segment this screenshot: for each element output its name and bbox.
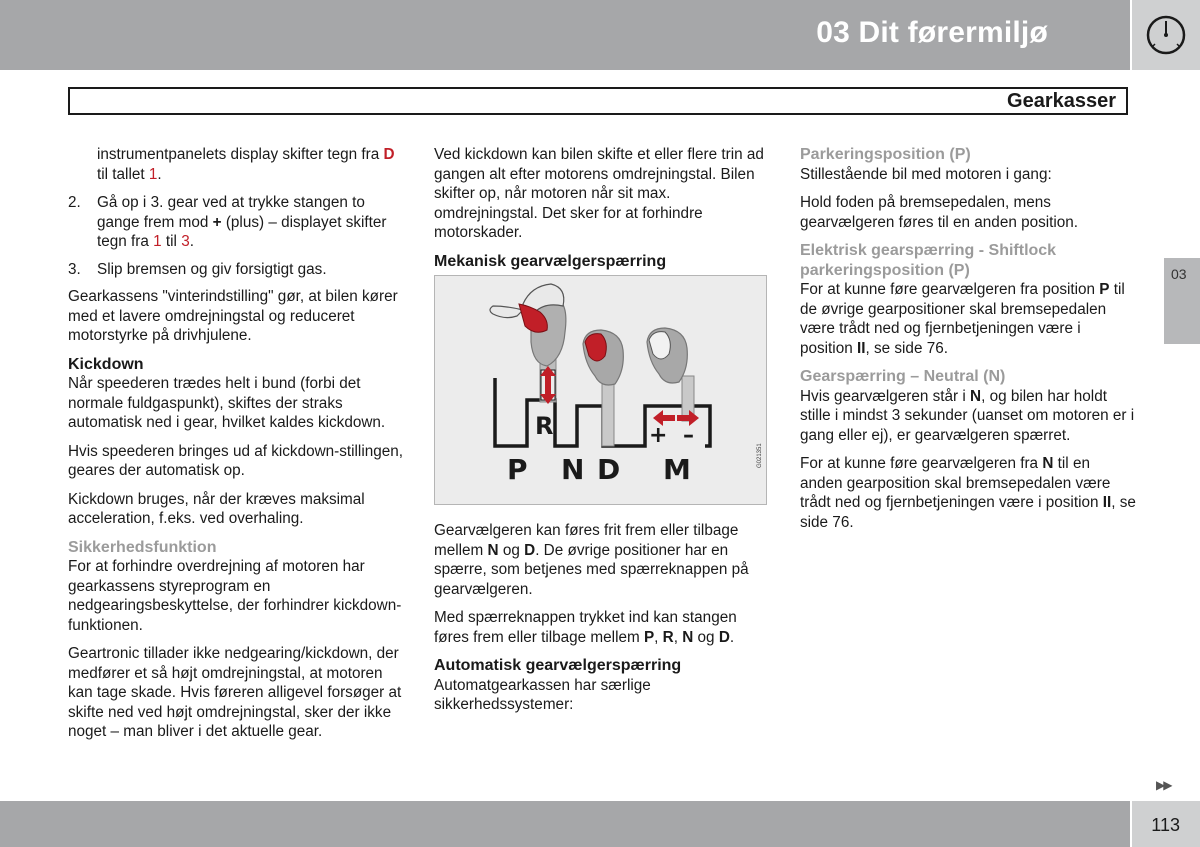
gate-label-d: D (597, 453, 621, 486)
heading-safety: Sikkerhedsfunktion (68, 538, 217, 556)
heading-neutral: Gearspærring – Neutral (N) (800, 368, 1006, 385)
paragraph: Kickdown bruges, når der kræves maksimal acceleration, f.eks. ved overhaling. (68, 490, 365, 527)
heading-kickdown: Kickdown (68, 355, 144, 373)
paragraph: Hold foden på bremsepedalen, mens gearvælgeren føres til en anden position. (800, 194, 1079, 231)
paragraph: Med spærreknappen trykket ind kan stangen føres frem eller tilbage mellem P, R, N og D. (434, 609, 737, 646)
header-band (0, 0, 1130, 70)
paragraph: Når speederen trædes helt i bund (forbi det normale fuldgaspunkt), skiftes der straks automatisk ned i gear, hvilket kaldes kickdown. (68, 375, 386, 431)
paragraph: Automatgearkassen har særlige sikkerhedssystemer: (434, 676, 651, 713)
side-tab-label: 03 (1171, 266, 1187, 282)
heading-mechanical-lock: Mekanisk gearvælgerspærring (434, 252, 667, 270)
paragraph: Stillestående bil med motoren i gang: (800, 165, 1052, 183)
gauge-icon (1141, 14, 1191, 56)
column-1 (68, 145, 404, 751)
heading-shiftlock: Elektrisk gearspærring - Shiftlock parkeringsposition (P) (800, 242, 1057, 279)
paragraph: For at forhindre overdrejning af motoren har gearkassens styreprogram en nedgearingsbeskyttelse, der forhindrer kickdown-funktionen. (68, 558, 402, 634)
gate-label-m: M (663, 453, 691, 486)
gate-label-p: P (507, 453, 528, 486)
paragraph: Hvis speederen bringes ud af kickdown-stillingen, geares der automatisk op. (68, 442, 404, 479)
chapter-side-tab (1164, 258, 1200, 344)
heading-automatic-lock: Automatisk gearvælgerspærring (434, 657, 682, 674)
page-number: 113 (1151, 815, 1180, 835)
gear-selector-figure (434, 275, 767, 505)
gate-label-r: R (535, 412, 554, 440)
gate-label-n: N (561, 453, 585, 486)
column-2 (434, 145, 770, 724)
paragraph: For at kunne føre gearvælgeren fra N til en anden gearposition skal bremsepedalen være trådt ned og fjernbetjeningen være i position II, se side 76. (800, 455, 1136, 531)
list-item: 3. Slip bremsen og giv forsigtigt gas. (68, 260, 327, 278)
paragraph: For at kunne føre gearvælgeren fra position P til de øvrige gearpositioner skal bremsepedalen være trådt ned og fjernbetjeningen være i position II, se side 76. (800, 281, 1125, 357)
paragraph-intro: Ved kickdown kan bilen skifte et eller flere trin ad gangen alt efter motorens omdrejningstal. Bilen skifter op, når motoren når sit max. omdrejningstal. Det sker for at forhindre motorskader. (434, 146, 764, 241)
gate-label-plus: + (649, 423, 668, 448)
column-3 (800, 145, 1136, 541)
figure-code: G021351 (757, 443, 763, 468)
paragraph: Geartronic tillader ikke nedgearing/kickdown, der medfører et så højt omdrejningstal, at motoren kan tage skade. Hvis føreren alligevel forsøger at skifte ned ved højt omdrejningstal, sker der ikke noget – man bliver i det aktuelle gear. (68, 645, 402, 740)
continued-paragraph: instrumentpanelets display skifter tegn fra D til tallet 1. (97, 146, 395, 183)
paragraph: Hvis gearvælgeren står i N, og bilen har holdt stille i mindst 3 sekunder (uanset om motoren er i gang eller ej), er gearvælgeren spærret. (800, 387, 1135, 444)
chapter-title: 03 Dit førermiljø (816, 16, 1048, 49)
list-item: 2. Gå op i 3. gear ved at trykke stangen to gange frem mod + (plus) – displayet skifter tegn fra 1 til 3. (68, 194, 387, 250)
gate-label-minus: – (683, 423, 694, 448)
section-header-box (68, 87, 1128, 115)
paragraph: Gearvælgeren kan føres frit frem eller tilbage mellem N og D. De øvrige positioner har en spærre, som betjenes med spærreknappen på gearvælgeren. (434, 522, 749, 598)
continue-arrow-icon: ▶▶ (1156, 778, 1171, 792)
section-title: Gearkasser (1007, 90, 1116, 112)
heading-parking: Parkeringsposition (P) (800, 146, 971, 163)
header-icon-box (1132, 0, 1200, 70)
page-number-box (1132, 801, 1200, 847)
footer-band (0, 801, 1130, 847)
paragraph-winter: Gearkassens "vinterindstilling" gør, at bilen kører med et lavere omdrejningstal og reduceret motorstyrke på drivhjulene. (68, 288, 398, 344)
